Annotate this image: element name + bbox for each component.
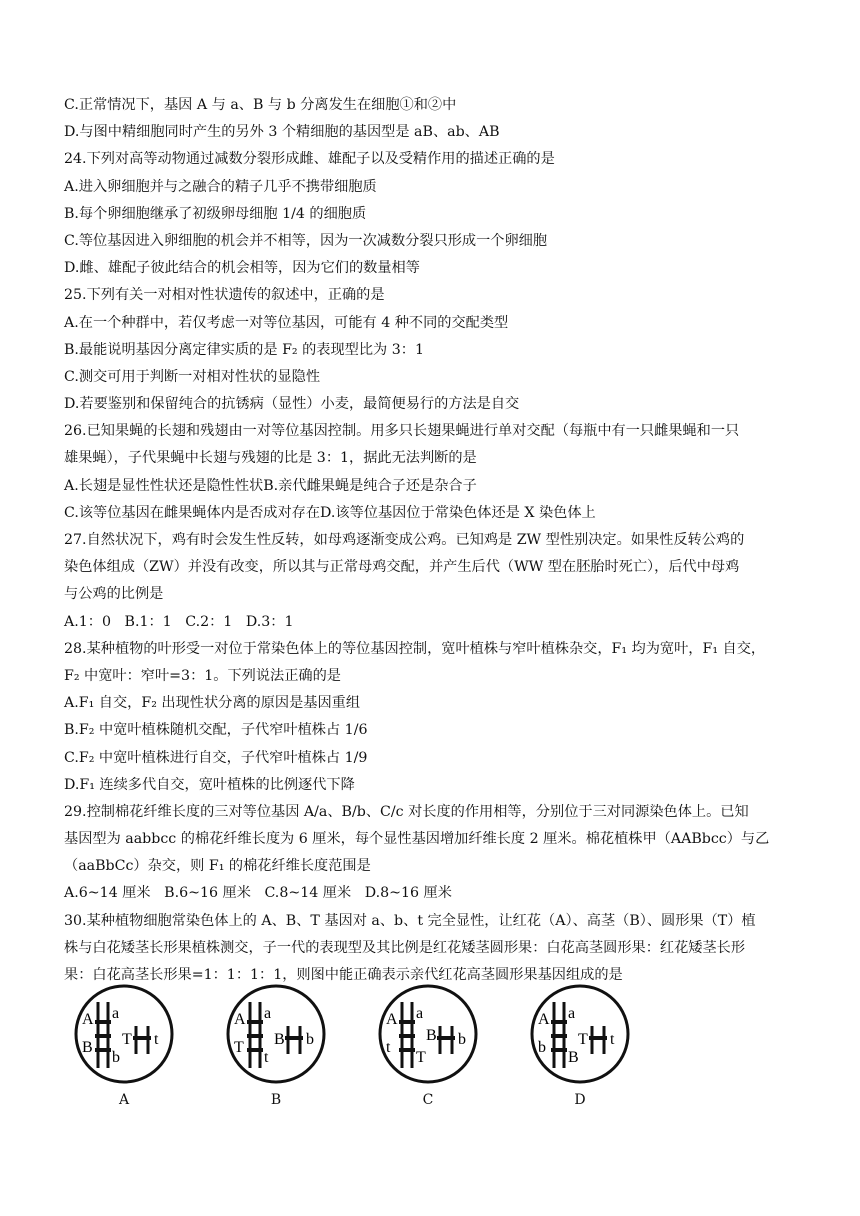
question-text	[64, 92, 804, 989]
cell-diagram	[368, 984, 488, 1094]
option-line: C.测交可用于判断一对相对性状的显隐性	[64, 368, 321, 385]
option-line: C.F₂ 中宽叶植株进行自交，子代窄叶植株占 1/9	[64, 749, 368, 766]
gene-label: B	[568, 1049, 579, 1066]
gene-label: a	[416, 1005, 424, 1022]
gene-label: A	[538, 1011, 550, 1028]
gene-label: A	[386, 1011, 398, 1028]
figure-label: D	[574, 1092, 586, 1108]
gene-label: t	[610, 1031, 615, 1048]
figure-d	[520, 984, 640, 1124]
figure-b	[216, 984, 336, 1124]
question-30: 30.某种植物细胞常染色体上的 A、B、T 基因对 a、b、t 完全显性，让红花（A）、高茎（B）、圆形果（T）植	[64, 912, 756, 929]
gene-label: b	[458, 1031, 466, 1048]
cell-diagram	[520, 984, 640, 1094]
question-28: 28.某种植物的叶形受一对位于常染色体上的等位基因控制，宽叶植株与窄叶植株杂交，F₁ 均为宽叶，F₁ 自交，	[64, 640, 766, 657]
text-line: C.正常情况下，基因 A 与 a、B 与 b 分离发生在细胞①和②中	[64, 97, 457, 113]
question-27: 27.自然状况下，鸡有时会发生性反转，如母鸡逐渐变成公鸡。已知鸡是 ZW 型性别决定。如果性反转公鸡的	[64, 532, 745, 548]
figure-label: A	[118, 1092, 130, 1108]
gene-label: T	[578, 1031, 588, 1048]
option-line: B.最能说明基因分离定律实质的是 F₂ 的表现型比为 3：1	[64, 341, 424, 358]
option-line: A.长翅是显性性状还是隐性性状B.亲代雌果蝇是纯合子还是杂合子	[64, 477, 477, 494]
option-line: C.该等位基因在雌果蝇体内是否成对存在D.该等位基因位于常染色体还是 X 染色体上	[64, 504, 596, 521]
question-29: 29.控制棉花纤维长度的三对等位基因 A/a、B/b、C/c 对长度的作用相等，分别位于三对同源染色体上。已知	[64, 803, 749, 820]
gene-label: T	[122, 1031, 132, 1048]
text-line: F₂ 中宽叶：窄叶=3：1。下列说法正确的是	[64, 667, 341, 684]
gene-label: a	[112, 1005, 120, 1022]
option-line: A.F₁ 自交，F₂ 出现性状分离的原因是基因重组	[64, 695, 361, 712]
gene-label: a	[568, 1005, 576, 1022]
option-line: B.每个卵细胞继承了初级卵母细胞 1/4 的细胞质	[64, 205, 367, 222]
question-24: 24.下列对高等动物通过减数分裂形成雌、雄配子以及受精作用的描述正确的是	[64, 151, 555, 168]
gene-label: A	[82, 1011, 94, 1028]
gene-label: a	[264, 1005, 272, 1022]
figure-c	[368, 984, 488, 1124]
text-line: 果：白花高茎长形果=1：1：1：1，则图中能正确表示亲代红花高茎圆形果基因组成的是	[64, 967, 623, 983]
figure-a	[64, 984, 184, 1124]
option-line: B.F₂ 中宽叶植株随机交配，子代窄叶植株占 1/6	[64, 722, 368, 739]
chromosome-figures	[64, 984, 784, 1124]
figure-label: B	[270, 1092, 282, 1108]
gene-label: b	[306, 1031, 314, 1048]
question-26: 26.已知果蝇的长翅和残翅由一对等位基因控制。用多只长翅果蝇进行单对交配（每瓶中有一只雌果蝇和一只	[64, 423, 740, 440]
gene-label: b	[112, 1049, 120, 1066]
text-line: D.与图中精细胞同时产生的另外 3 个精细胞的基因型是 aB、ab、AB	[64, 124, 500, 141]
gene-label: B	[82, 1039, 93, 1056]
option-line: A.进入卵细胞并与之融合的精子几乎不携带细胞质	[64, 178, 377, 195]
option-line: A.在一个种群中，若仅考虑一对等位基因，可能有 4 种不同的交配类型	[64, 314, 509, 331]
question-25: 25.下列有关一对相对性状遗传的叙述中，正确的是	[64, 287, 385, 304]
text-line: 与公鸡的比例是	[64, 586, 164, 603]
option-line: A.6~14 厘米 B.6~16 厘米 C.8~14 厘米 D.8~16 厘米	[64, 885, 452, 902]
option-line: C.等位基因进入卵细胞的机会并不相等，因为一次减数分裂只形成一个卵细胞	[64, 232, 548, 249]
gene-label: A	[234, 1011, 246, 1028]
cell-diagram	[64, 984, 184, 1094]
text-line: 雄果蝇），子代果蝇中长翅与残翅的比是 3：1，据此无法判断的是	[64, 450, 477, 467]
gene-label: b	[538, 1039, 546, 1056]
option-line: D.雌、雄配子彼此结合的机会相等，因为它们的数量相等	[64, 260, 420, 277]
text-line: （aaBbCc）杂交，则 F₁ 的棉花纤维长度范围是	[64, 858, 371, 875]
text-line: 株与白花矮茎长形果植株测交，子一代的表现型及其比例是红花矮茎圆形果：白花高茎圆形果：红花矮茎长形	[64, 939, 746, 956]
text-line: 基因型为 aabbcc 的棉花纤维长度为 6 厘米，每个显性基因增加纤维长度 2 厘米。棉花植株甲（AABbcc）与乙	[64, 831, 770, 848]
figure-label: C	[422, 1092, 434, 1108]
gene-label: t	[264, 1049, 269, 1066]
option-line: A.1：0 B.1：1 C.2：1 D.3：1	[64, 613, 294, 630]
gene-label: B	[426, 1027, 437, 1044]
option-line: D.F₁ 连续多代自交，宽叶植株的比例逐代下降	[64, 776, 355, 793]
gene-label: t	[154, 1031, 159, 1048]
gene-label: T	[234, 1039, 244, 1056]
gene-label: B	[274, 1031, 285, 1048]
option-line: D.若要鉴别和保留纯合的抗锈病（显性）小麦，最简便易行的方法是自交	[64, 396, 520, 413]
gene-label: T	[416, 1049, 426, 1066]
cell-diagram	[216, 984, 336, 1094]
text-line: 染色体组成（ZW）并没有改变，所以其与正常母鸡交配，并产生后代（WW 型在胚胎时死亡），后代中母鸡	[64, 559, 740, 576]
gene-label: t	[386, 1039, 391, 1056]
